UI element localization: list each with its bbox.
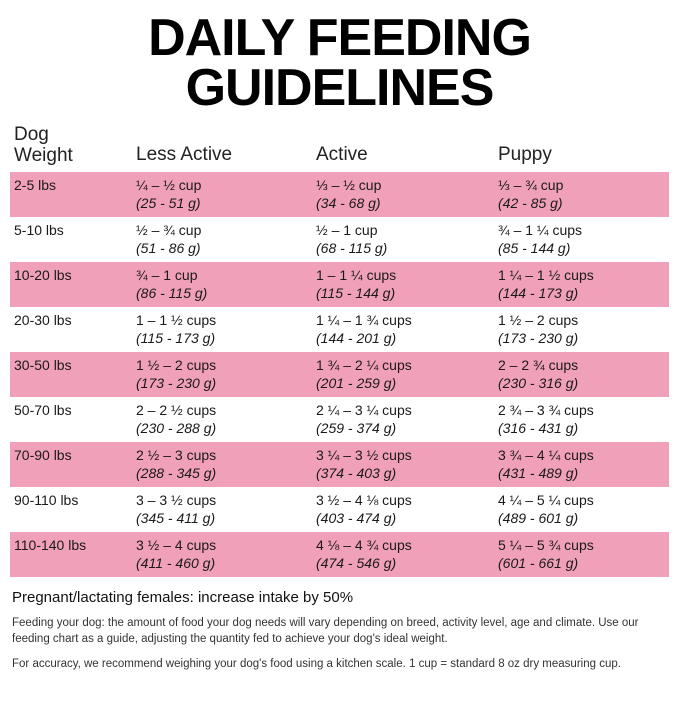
cell-active bbox=[310, 307, 492, 352]
cell-amount: ½ – ¾ cup bbox=[136, 222, 202, 239]
cell-weight: 70-90 lbs bbox=[10, 442, 130, 487]
table-header bbox=[10, 124, 669, 173]
cell-weight: 5-10 lbs bbox=[14, 222, 64, 239]
cell-active bbox=[310, 442, 492, 487]
cell-weight: 50-70 lbs bbox=[14, 402, 72, 419]
cell-puppy bbox=[492, 352, 669, 397]
cell-amount: 3 ½ – 4 ⅛ cups bbox=[316, 492, 412, 509]
cell-less-active bbox=[130, 532, 310, 577]
column-header-active: Active bbox=[316, 144, 368, 166]
cell-active bbox=[310, 532, 492, 577]
cell-grams: (173 - 230 g) bbox=[136, 374, 217, 391]
cell-amount: 1 ½ – 2 cups bbox=[498, 312, 579, 329]
cell-active bbox=[310, 487, 492, 532]
column-header-weight bbox=[10, 124, 130, 173]
title-line-2: GUIDELINES bbox=[185, 58, 494, 117]
cell-grams: (411 - 460 g) bbox=[136, 554, 216, 571]
cell-less-active bbox=[130, 442, 310, 487]
cell-amount: 3 ½ – 4 cups bbox=[136, 537, 217, 554]
cell-weight: 10-20 lbs bbox=[10, 262, 130, 307]
cell-grams: (85 - 144 g) bbox=[498, 239, 571, 256]
cell-grams: (288 - 345 g) bbox=[136, 464, 217, 481]
cell-amount: 2 ¾ – 3 ¾ cups bbox=[498, 402, 594, 419]
cell-grams: (115 - 144 g) bbox=[316, 284, 396, 301]
cell-amount: 5 ¼ – 5 ¾ cups bbox=[498, 537, 594, 554]
cell-puppy bbox=[492, 262, 669, 307]
cell-grams: (230 - 288 g) bbox=[136, 419, 217, 436]
table-row bbox=[10, 217, 669, 262]
feeding-table bbox=[10, 124, 669, 578]
cell-weight: 90-110 lbs bbox=[14, 492, 79, 509]
cell-puppy bbox=[492, 487, 669, 532]
cell-weight: 30-50 lbs bbox=[10, 352, 130, 397]
cell-grams: (42 - 85 g) bbox=[498, 194, 563, 211]
cell-amount: ¼ – ½ cup bbox=[136, 177, 202, 194]
cell-grams: (115 - 173 g) bbox=[136, 329, 216, 346]
cell-less-active bbox=[130, 352, 310, 397]
cell-amount: 1 ¼ – 1 ½ cups bbox=[498, 267, 594, 284]
cell-puppy bbox=[492, 307, 669, 352]
table-row bbox=[10, 532, 669, 577]
cell-amount: ¾ – 1 ¼ cups bbox=[498, 222, 583, 239]
cell-grams: (259 - 374 g) bbox=[316, 419, 397, 436]
table-row bbox=[10, 442, 669, 487]
column-header-weight-line2: Weight bbox=[14, 145, 73, 167]
cell-amount: ⅓ – ¾ cup bbox=[498, 177, 564, 194]
cell-grams: (68 - 115 g) bbox=[316, 239, 388, 256]
table-row bbox=[10, 352, 669, 397]
cell-grams: (34 - 68 g) bbox=[316, 194, 381, 211]
cell-grams: (25 - 51 g) bbox=[136, 194, 201, 211]
page-title bbox=[10, 9, 669, 117]
cell-puppy bbox=[492, 397, 669, 442]
cell-amount: 3 ¾ – 4 ¼ cups bbox=[498, 447, 594, 464]
cell-grams: (201 - 259 g) bbox=[316, 374, 397, 391]
cell-grams: (374 - 403 g) bbox=[316, 464, 397, 481]
cell-grams: (474 - 546 g) bbox=[316, 554, 397, 571]
title-line-1: DAILY FEEDING bbox=[148, 9, 531, 67]
table-row bbox=[10, 172, 669, 217]
cell-puppy bbox=[492, 172, 669, 217]
column-header-puppy: Puppy bbox=[498, 144, 552, 166]
feeding-note-paragraph: Feeding your dog: the amount of food your dog needs will vary depending on breed, activity level, age and climate. Use our feeding chart as a guide, adjusting the quantity fed to achieve your dog's ideal weight. bbox=[12, 617, 639, 645]
cell-grams: (345 - 411 g) bbox=[136, 509, 216, 526]
table-row bbox=[10, 307, 669, 352]
cell-active bbox=[310, 352, 492, 397]
cell-amount: 3 ¼ – 3 ½ cups bbox=[316, 447, 412, 464]
cell-grams: (86 - 115 g) bbox=[136, 284, 208, 301]
cell-amount: 4 ¼ – 5 ¼ cups bbox=[498, 492, 594, 509]
cell-amount: 1 ¼ – 1 ¾ cups bbox=[316, 312, 412, 329]
cell-active bbox=[310, 397, 492, 442]
cell-active bbox=[310, 172, 492, 217]
cell-amount: 2 ½ – 3 cups bbox=[136, 447, 217, 464]
cell-grams: (230 - 316 g) bbox=[498, 374, 579, 391]
table-body bbox=[10, 172, 669, 577]
pregnant-note: Pregnant/lactating females: increase intake by 50% bbox=[12, 589, 354, 607]
cell-amount: 1 ¾ – 2 ¼ cups bbox=[316, 357, 412, 374]
table-row bbox=[10, 487, 669, 532]
cell-less-active bbox=[130, 487, 310, 532]
cell-puppy bbox=[492, 217, 669, 262]
cell-amount: 1 ½ – 2 cups bbox=[136, 357, 217, 374]
cell-grams: (489 - 601 g) bbox=[498, 509, 579, 526]
cell-puppy bbox=[492, 532, 669, 577]
cell-amount: 1 – 1 ½ cups bbox=[136, 312, 217, 329]
cell-amount: ½ – 1 cup bbox=[316, 222, 378, 239]
cell-amount: 1 – 1 ¼ cups bbox=[316, 267, 397, 284]
cell-less-active bbox=[130, 172, 310, 217]
cell-amount: 2 – 2 ¾ cups bbox=[498, 357, 579, 374]
cell-less-active bbox=[130, 397, 310, 442]
cell-puppy bbox=[492, 442, 669, 487]
cell-less-active bbox=[130, 307, 310, 352]
cell-active bbox=[310, 217, 492, 262]
cell-less-active bbox=[130, 262, 310, 307]
table-row bbox=[10, 397, 669, 442]
cell-amount: 2 ¼ – 3 ¼ cups bbox=[316, 402, 412, 419]
cell-amount: 3 – 3 ½ cups bbox=[136, 492, 217, 509]
cell-amount: ¾ – 1 cup bbox=[136, 267, 198, 284]
cell-amount: 2 – 2 ½ cups bbox=[136, 402, 217, 419]
cell-grams: (316 - 431 g) bbox=[498, 419, 579, 436]
cell-amount: 4 ⅛ – 4 ¾ cups bbox=[316, 537, 412, 554]
accuracy-note-paragraph: For accuracy, we recommend weighing your dog's food using a kitchen scale. 1 cup = standard 8 oz dry measuring cup. bbox=[12, 658, 621, 671]
cell-amount: ⅓ – ½ cup bbox=[316, 177, 382, 194]
cell-grams: (403 - 474 g) bbox=[316, 509, 397, 526]
cell-grams: (431 - 489 g) bbox=[498, 464, 579, 481]
cell-grams: (173 - 230 g) bbox=[498, 329, 579, 346]
table-row bbox=[10, 262, 669, 307]
cell-less-active bbox=[130, 217, 310, 262]
column-header-weight-line1: Dog bbox=[14, 123, 49, 145]
cell-grams: (144 - 173 g) bbox=[498, 284, 579, 301]
cell-weight: 20-30 lbs bbox=[14, 312, 72, 329]
cell-weight: 2-5 lbs bbox=[10, 172, 130, 217]
cell-active bbox=[310, 262, 492, 307]
cell-weight: 110-140 lbs bbox=[10, 532, 130, 577]
cell-grams: (144 - 201 g) bbox=[316, 329, 397, 346]
cell-grams: (601 - 661 g) bbox=[498, 554, 579, 571]
cell-grams: (51 - 86 g) bbox=[136, 239, 201, 256]
column-header-less-active: Less Active bbox=[136, 144, 233, 166]
